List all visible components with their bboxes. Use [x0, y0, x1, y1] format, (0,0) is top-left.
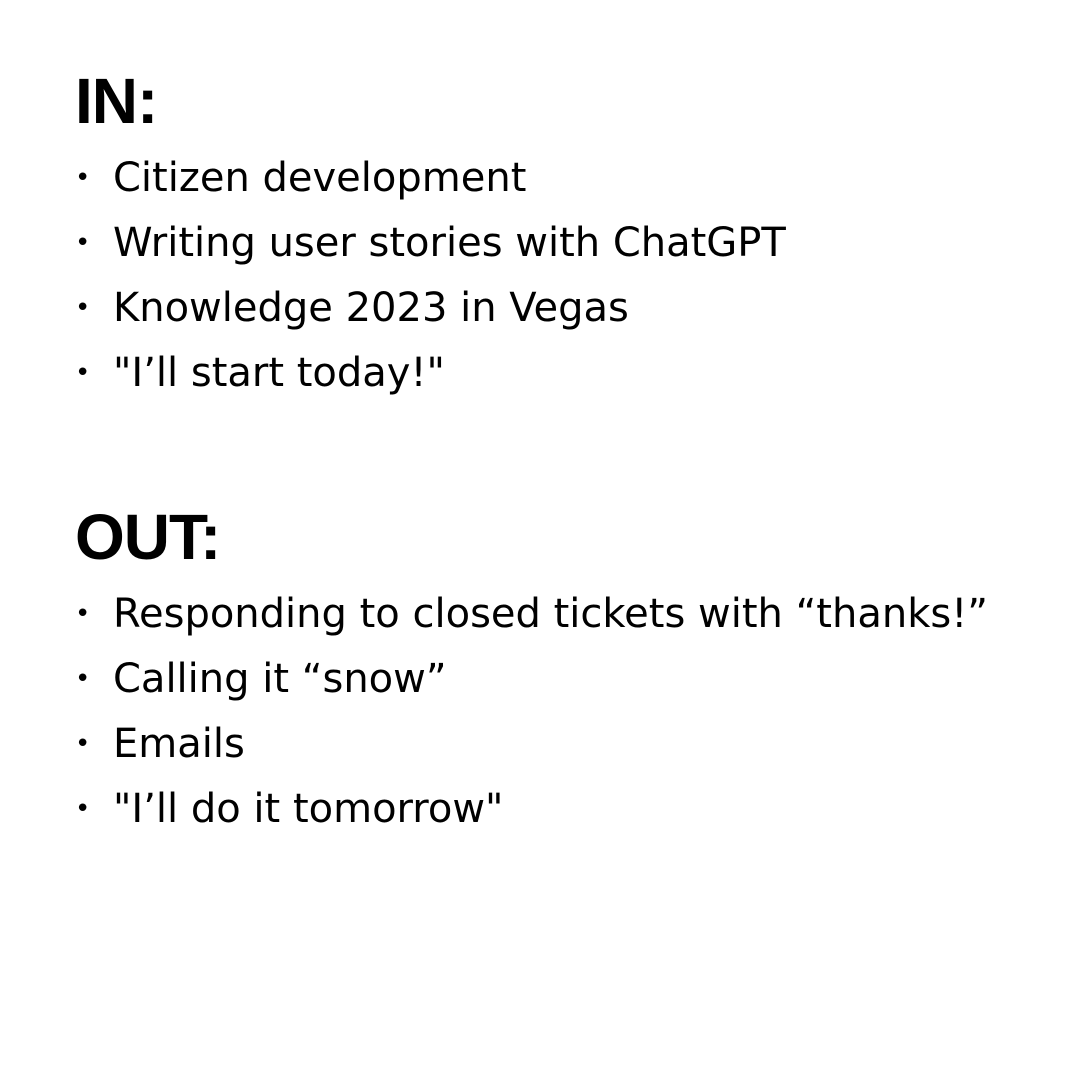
list-item	[75, 654, 1040, 719]
bullet-icon: •	[75, 228, 91, 258]
list-item-text: Responding to closed tickets with “thanks!”	[113, 591, 988, 637]
bullet-icon: •	[75, 358, 91, 388]
list-item	[75, 153, 1040, 218]
list-item-text: Writing user stories with ChatGPT	[113, 220, 786, 266]
list-item	[75, 784, 1040, 849]
list-item	[75, 283, 1040, 348]
bullet-icon: •	[75, 293, 91, 323]
bullet-icon: •	[75, 794, 91, 824]
out-list	[75, 589, 1040, 849]
in-list	[75, 153, 1040, 413]
list-item	[75, 589, 1040, 654]
list-item-text: "I’ll do it tomorrow"	[113, 786, 504, 832]
bullet-icon: •	[75, 599, 91, 629]
bullet-icon: •	[75, 163, 91, 193]
list-item	[75, 218, 1040, 283]
in-section	[75, 66, 1040, 413]
out-section	[75, 502, 1040, 849]
list-item-text: Citizen development	[113, 155, 527, 201]
list-item-text: "I’ll start today!"	[113, 350, 445, 396]
list-item	[75, 348, 1040, 413]
list-item-text: Emails	[113, 721, 245, 767]
bullet-icon: •	[75, 729, 91, 759]
list-item-text: Knowledge 2023 in Vegas	[113, 285, 629, 331]
list-item	[75, 719, 1040, 784]
list-item-text: Calling it “snow”	[113, 656, 447, 702]
in-heading: IN:	[75, 65, 158, 137]
out-heading: OUT:	[75, 501, 221, 573]
bullet-icon: •	[75, 664, 91, 694]
